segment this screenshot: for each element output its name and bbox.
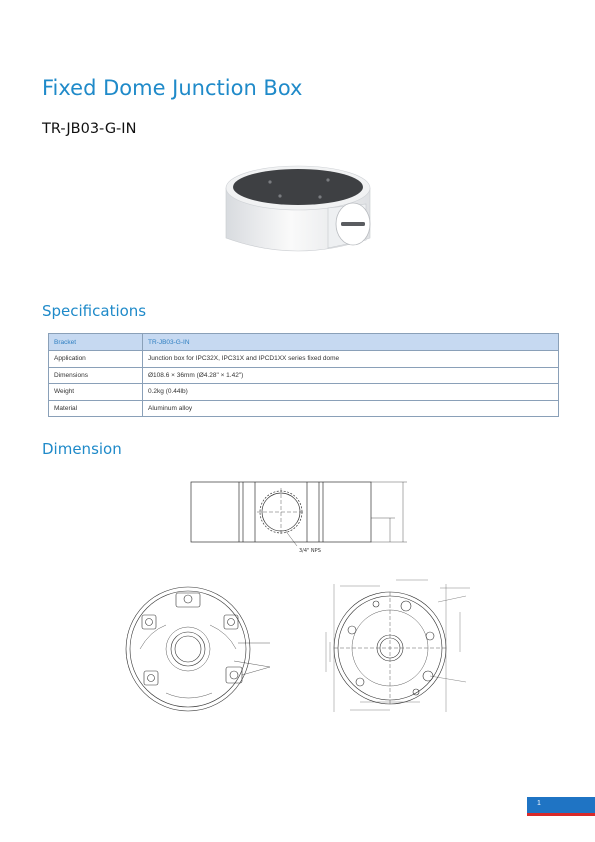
footer-accent-line <box>527 813 595 816</box>
table-header-cell: Bracket <box>49 334 143 351</box>
table-cell: Application <box>49 351 143 368</box>
model-number: TR-JB03-G-IN <box>42 121 137 137</box>
table-row <box>49 367 559 384</box>
page-title: Fixed Dome Junction Box <box>42 76 303 100</box>
page-number: 1 <box>537 800 541 807</box>
plan-view-drawing <box>320 572 480 722</box>
specifications-heading: Specifications <box>42 302 147 320</box>
table-cell: Weight <box>49 384 143 401</box>
table-row <box>49 351 559 368</box>
table-header-cell: TR-JB03-G-IN <box>143 334 559 351</box>
product-photo <box>218 160 378 260</box>
side-view-drawing <box>185 474 415 559</box>
table-cell: Material <box>49 400 143 417</box>
bottom-view-drawing <box>120 575 290 725</box>
table-cell: Dimensions <box>49 367 143 384</box>
table-row <box>49 384 559 401</box>
table-cell: Ø108.6 × 36mm (Ø4.28" × 1.42") <box>143 367 559 384</box>
table-header-row <box>49 334 559 351</box>
table-cell: 0.2kg (0.44lb) <box>143 384 559 401</box>
table-cell: Aluminum alloy <box>143 400 559 417</box>
table-row <box>49 400 559 417</box>
spec-table <box>48 333 559 417</box>
dimension-heading: Dimension <box>42 440 122 458</box>
table-cell: Junction box for IPC32X, IPC31X and IPCD1XX series fixed dome <box>143 351 559 368</box>
thread-label: 3/4" NPS <box>299 548 321 554</box>
